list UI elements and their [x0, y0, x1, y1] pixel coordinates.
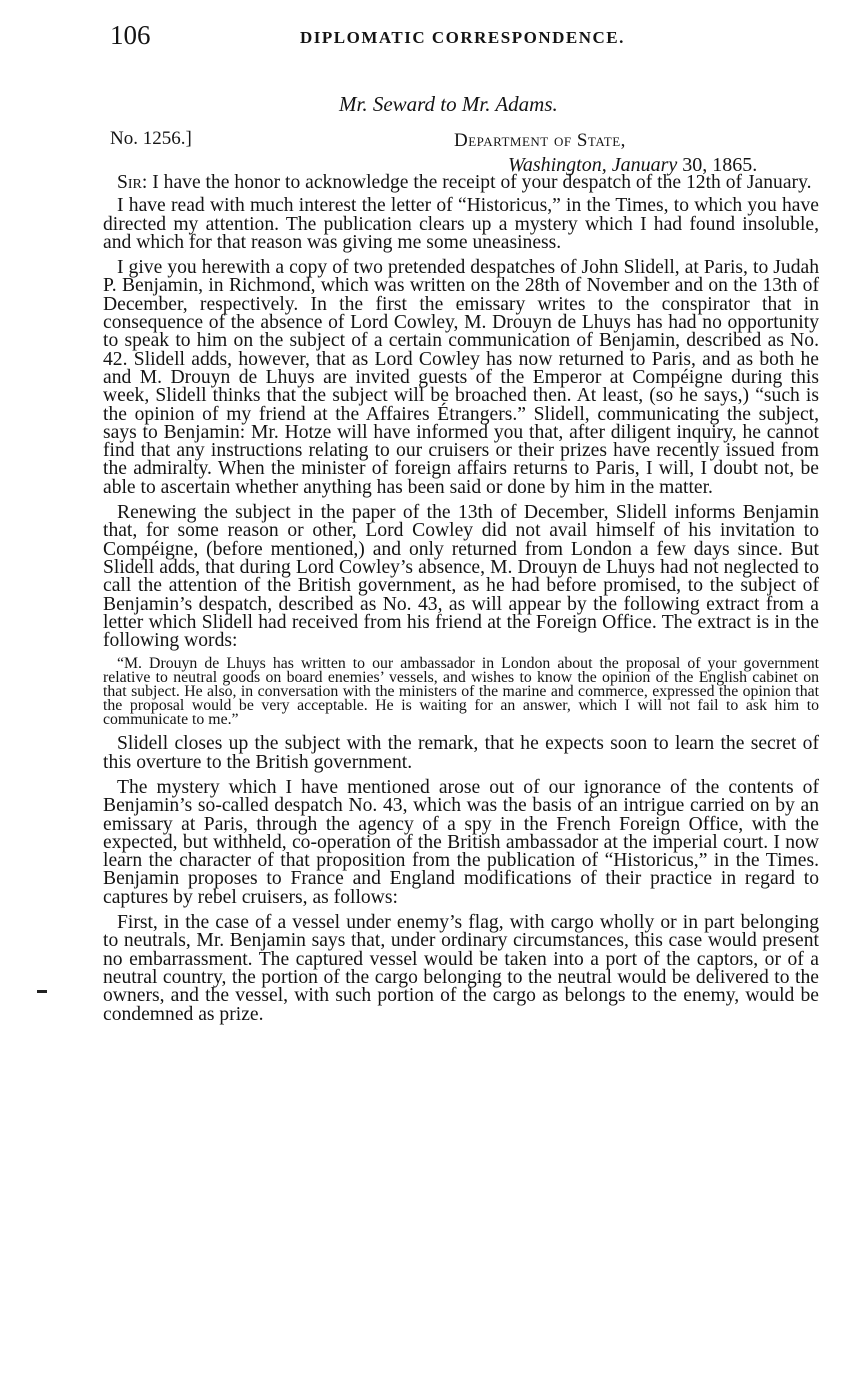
salutation: Sir:: [117, 172, 148, 193]
paragraph-4: Renewing the subject in the paper of the 13th of December, Slidell informs Benjamin that, for some reason or other, Lord Cowley did not avail himself of his invitation to Compéigne, (before mentioned,) and only returned from London a few days since. But Slidell adds, that during Lord Cowley’s absence, M. Drouyn de Lhuys had not neglected to call the attention of the British government, as he had before promised, to the subject of Benjamin’s despatch, described as No. 43, as will appear by the following extract from a letter which Slidell had received from his friend at the Foreign Office. The extract is in the following words:: [103, 502, 819, 652]
page-header: [110, 20, 810, 60]
paragraph-5: Slidell closes up the subject with the remark, that he expects soon to learn the secret of this overture to the British government.: [103, 733, 819, 773]
dateline-day-year: 30, 1865.: [682, 154, 758, 176]
paragraph-7: First, in the case of a vessel under enemy’s flag, with cargo wholly or in part belonging to neutrals, Mr. Benjamin says that, under ordinary circumstances, this case would present no embarrassment. The captured vessel would be taken into a port of the captors, or of a neutral country, the portion of the cargo belonging to the neutral would be delivered to the owners, and the vessel, with such portion of the cargo as belongs to the enemy, would be condemned as prize.: [103, 912, 819, 1025]
dateline-month: January: [611, 154, 678, 176]
document-number: No. 1256.]: [110, 128, 192, 149]
quoted-extract: “M. Drouyn de Lhuys has written to our ambassador in London about the proposal of your government relative to neutral goods on board enemies’ vessels, and wishes to know the opinion of the English cabinet on that subject. He also, in conversation with the ministers of the marine and commerce, expressed the opinion that the proposal would be very acceptable. He is waiting for an answer, which I will not fail to ask him to communicate to me.”: [103, 655, 819, 728]
paragraph-3: I give you herewith a copy of two pretended despatches of John Slidell, at Paris, to Judah P. Benjamin, in Richmond, which was written on the 28th of November and on the 13th of December, respectively. In the first the emissary writes to the conspirator that in consequence of the absence of Lord Cowley, M. Drouyn de Lhuys has had no opportunity to speak to him on the subject of a certain communication of Benjamin, described as No. 42. Slidell adds, however, that as Lord Cowley has now returned to Paris, and as both he and M. Drouyn de Lhuys are invited guests of the Emperor at Compéigne during this week, Slidell thinks that the subject will be broached then. At least, (so he says,) “such is the opinion of my friend at the Affaires Étrangers.” Slidell, communicating the subject, says to Benjamin: Mr. Hotze will have informed you that, after diligent inquiry, he cannot find that any instructions relating to our cruisers or their prizes have recently issued from the admiralty. When the minister of foreign affairs returns to Paris, I will, I doubt not, be able to ascertain whether anything has been said or done by him in the matter.: [103, 257, 819, 498]
margin-mark: [37, 990, 47, 993]
department-heading: Department of State,: [454, 130, 626, 151]
running-head: DIPLOMATIC CORRESPONDENCE.: [300, 28, 625, 47]
paragraph-1: [103, 174, 819, 192]
paragraph-1-text: I have the honor to acknowledge the receipt of your despatch of the 12th of January.: [152, 172, 812, 193]
letter-body: [103, 174, 819, 1031]
letter-title: Mr. Seward to Mr. Adams.: [339, 92, 558, 116]
paragraph-6: The mystery which I have mentioned arose out of our ignorance of the contents of Benjamin’s so-called despatch No. 43, which was the basis of an intrigue carried on by an emissary at Paris, through the agency of a spy in the French Foreign Office, with the expected, but withheld, co-operation of the British ambassador at the imperial court. I now learn the character of that proposition from the publication of “Historicus,” in the Times. Benjamin proposes to France and England modifications of their practice in regard to captures by rebel cruisers, as follows:: [103, 777, 819, 908]
dateline-place: Washington,: [508, 154, 607, 176]
page-number: 106: [110, 20, 151, 50]
paragraph-2: I have read with much interest the letter of “Historicus,” in the Times, to which you have directed my attention. The publication clears up a mystery which I had found insoluble, and which for that reason was giving me some uneasiness.: [103, 195, 819, 253]
